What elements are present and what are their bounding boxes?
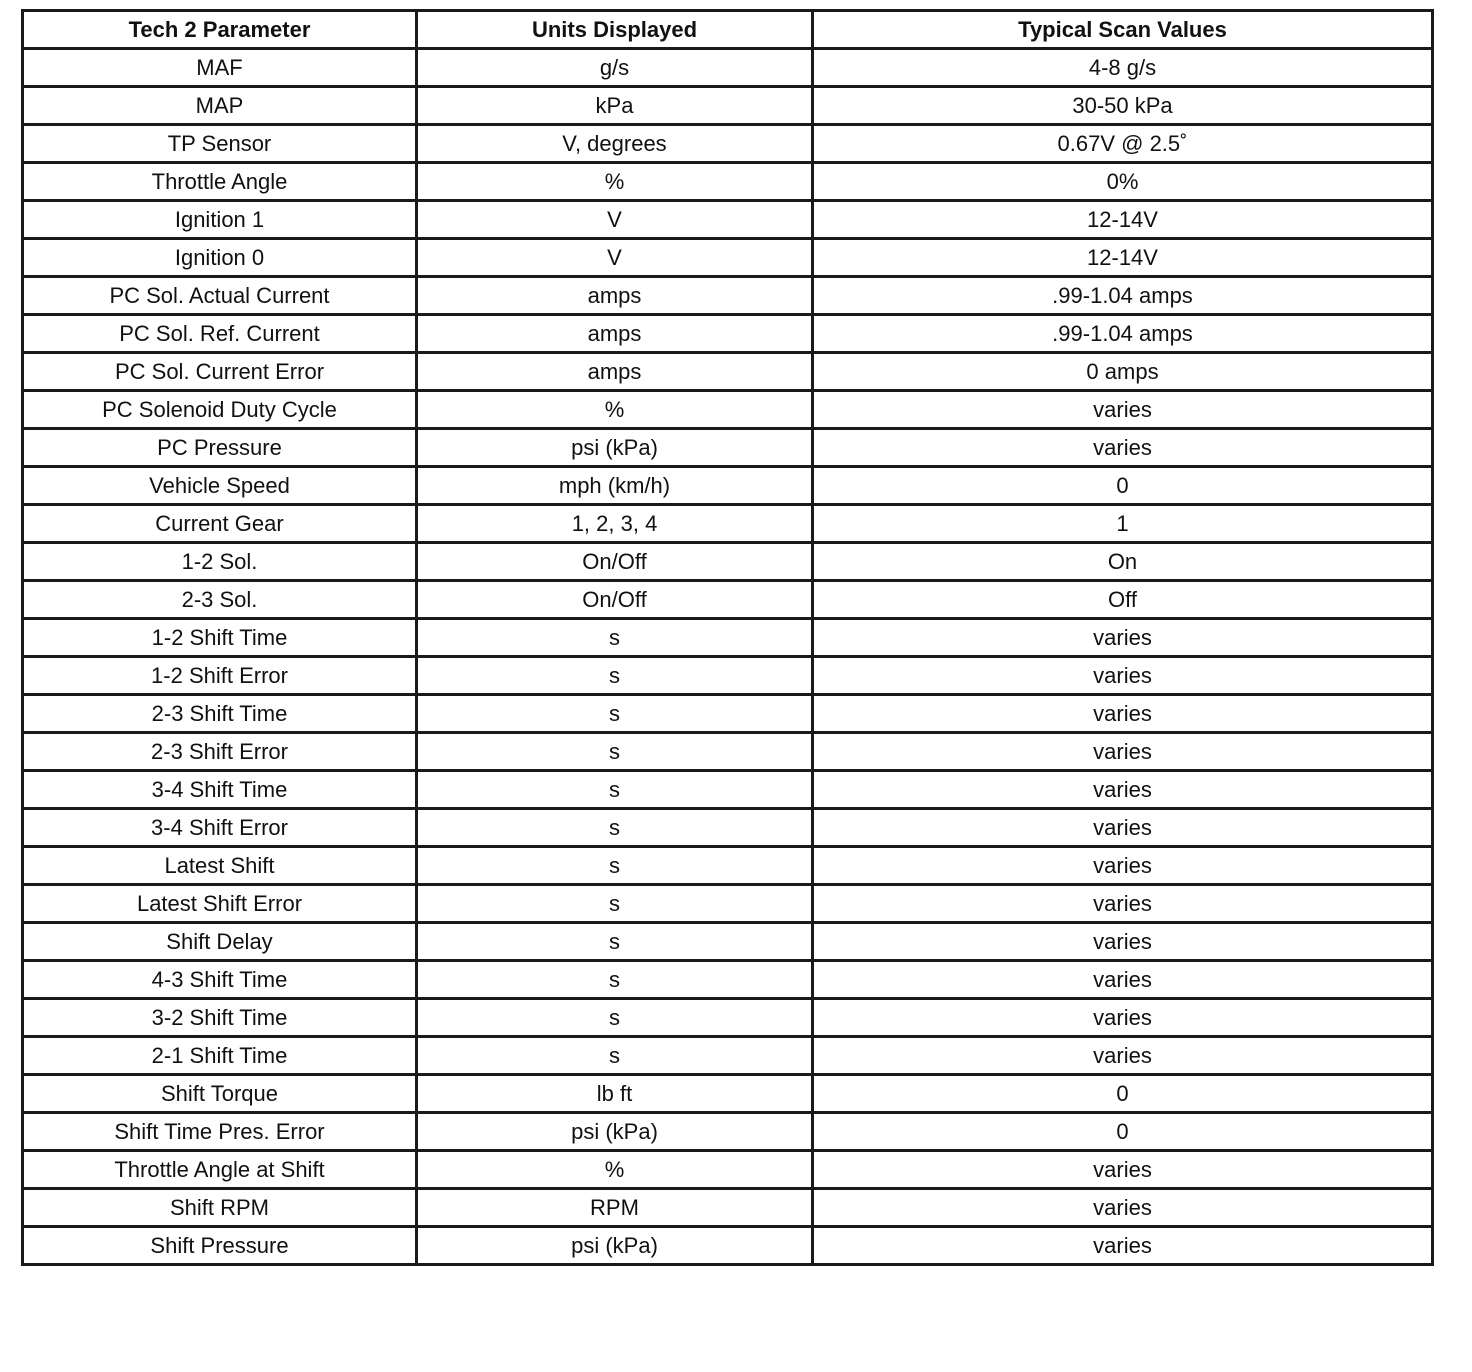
typical-value-cell: 1	[813, 505, 1433, 543]
units-cell: kPa	[417, 87, 813, 125]
typical-value-cell: varies	[813, 809, 1433, 847]
parameter-cell: Vehicle Speed	[23, 467, 417, 505]
units-cell: amps	[417, 277, 813, 315]
typical-value-cell: varies	[813, 429, 1433, 467]
table-row	[23, 391, 1433, 429]
typical-value-cell: varies	[813, 961, 1433, 999]
table-row	[23, 847, 1433, 885]
typical-value-cell: varies	[813, 1151, 1433, 1189]
table-row	[23, 429, 1433, 467]
table-row	[23, 923, 1433, 961]
units-cell: s	[417, 809, 813, 847]
parameter-cell: 1-2 Sol.	[23, 543, 417, 581]
units-cell: mph (km/h)	[417, 467, 813, 505]
table-row	[23, 315, 1433, 353]
table-row	[23, 1189, 1433, 1227]
parameter-cell: 2-3 Shift Time	[23, 695, 417, 733]
table-row	[23, 201, 1433, 239]
parameter-cell: TP Sensor	[23, 125, 417, 163]
units-cell: On/Off	[417, 581, 813, 619]
typical-value-cell: 0 amps	[813, 353, 1433, 391]
typical-value-cell: varies	[813, 1189, 1433, 1227]
parameter-cell: Shift Pressure	[23, 1227, 417, 1265]
units-cell: s	[417, 1037, 813, 1075]
units-cell: V	[417, 201, 813, 239]
table-row	[23, 809, 1433, 847]
parameter-cell: 2-1 Shift Time	[23, 1037, 417, 1075]
units-cell: s	[417, 961, 813, 999]
units-cell: psi (kPa)	[417, 1113, 813, 1151]
parameter-cell: 1-2 Shift Time	[23, 619, 417, 657]
units-cell: s	[417, 847, 813, 885]
typical-value-cell: varies	[813, 391, 1433, 429]
units-cell: amps	[417, 353, 813, 391]
units-cell: psi (kPa)	[417, 429, 813, 467]
units-cell: lb ft	[417, 1075, 813, 1113]
table-row	[23, 277, 1433, 315]
parameter-cell: Shift RPM	[23, 1189, 417, 1227]
units-cell: amps	[417, 315, 813, 353]
table-row	[23, 771, 1433, 809]
parameter-cell: 3-2 Shift Time	[23, 999, 417, 1037]
column-header-units: Units Displayed	[417, 11, 813, 49]
units-cell: %	[417, 1151, 813, 1189]
units-cell: s	[417, 619, 813, 657]
units-cell: V	[417, 239, 813, 277]
parameter-cell: 4-3 Shift Time	[23, 961, 417, 999]
parameter-cell: MAF	[23, 49, 417, 87]
table-row	[23, 1113, 1433, 1151]
table-row	[23, 581, 1433, 619]
typical-value-cell: 30-50 kPa	[813, 87, 1433, 125]
units-cell: s	[417, 885, 813, 923]
typical-value-cell: 0	[813, 467, 1433, 505]
units-cell: %	[417, 163, 813, 201]
table-row	[23, 353, 1433, 391]
parameter-cell: Latest Shift Error	[23, 885, 417, 923]
typical-value-cell: 0.67V @ 2.5˚	[813, 125, 1433, 163]
typical-value-cell: varies	[813, 695, 1433, 733]
units-cell: s	[417, 771, 813, 809]
typical-value-cell: varies	[813, 771, 1433, 809]
scan-values-table	[21, 9, 1434, 1266]
typical-value-cell: Off	[813, 581, 1433, 619]
typical-value-cell: 12-14V	[813, 239, 1433, 277]
typical-value-cell: 0%	[813, 163, 1433, 201]
table-row	[23, 619, 1433, 657]
table-row	[23, 163, 1433, 201]
units-cell: On/Off	[417, 543, 813, 581]
typical-value-cell: varies	[813, 885, 1433, 923]
parameter-cell: 3-4 Shift Time	[23, 771, 417, 809]
units-cell: g/s	[417, 49, 813, 87]
parameter-cell: 1-2 Shift Error	[23, 657, 417, 695]
typical-value-cell: .99-1.04 amps	[813, 277, 1433, 315]
units-cell: 1, 2, 3, 4	[417, 505, 813, 543]
typical-value-cell: On	[813, 543, 1433, 581]
parameter-cell: Ignition 0	[23, 239, 417, 277]
table-row	[23, 239, 1433, 277]
typical-value-cell: 0	[813, 1075, 1433, 1113]
units-cell: s	[417, 657, 813, 695]
typical-value-cell: varies	[813, 619, 1433, 657]
table-row	[23, 467, 1433, 505]
table-row	[23, 543, 1433, 581]
units-cell: psi (kPa)	[417, 1227, 813, 1265]
typical-value-cell: 4-8 g/s	[813, 49, 1433, 87]
table-row	[23, 125, 1433, 163]
table-row	[23, 1151, 1433, 1189]
column-header-parameter: Tech 2 Parameter	[23, 11, 417, 49]
units-cell: s	[417, 923, 813, 961]
typical-value-cell: varies	[813, 733, 1433, 771]
units-cell: s	[417, 733, 813, 771]
table-row	[23, 999, 1433, 1037]
parameter-cell: PC Solenoid Duty Cycle	[23, 391, 417, 429]
table-row	[23, 1075, 1433, 1113]
typical-value-cell: varies	[813, 657, 1433, 695]
parameter-cell: MAP	[23, 87, 417, 125]
parameter-cell: PC Sol. Ref. Current	[23, 315, 417, 353]
units-cell: %	[417, 391, 813, 429]
typical-value-cell: varies	[813, 1037, 1433, 1075]
parameter-cell: PC Sol. Current Error	[23, 353, 417, 391]
parameter-cell: Latest Shift	[23, 847, 417, 885]
typical-value-cell: varies	[813, 847, 1433, 885]
table-row	[23, 1227, 1433, 1265]
parameter-cell: 3-4 Shift Error	[23, 809, 417, 847]
typical-value-cell: 0	[813, 1113, 1433, 1151]
table-row	[23, 505, 1433, 543]
table-row	[23, 695, 1433, 733]
parameter-cell: Throttle Angle at Shift	[23, 1151, 417, 1189]
table-row	[23, 733, 1433, 771]
parameter-cell: Shift Time Pres. Error	[23, 1113, 417, 1151]
parameter-cell: Current Gear	[23, 505, 417, 543]
table-row	[23, 961, 1433, 999]
parameter-cell: Throttle Angle	[23, 163, 417, 201]
parameter-cell: Shift Torque	[23, 1075, 417, 1113]
parameter-cell: Shift Delay	[23, 923, 417, 961]
parameter-cell: 2-3 Sol.	[23, 581, 417, 619]
parameter-cell: Ignition 1	[23, 201, 417, 239]
table-body	[23, 49, 1433, 1265]
typical-value-cell: 12-14V	[813, 201, 1433, 239]
table-row	[23, 657, 1433, 695]
column-header-typical-values: Typical Scan Values	[813, 11, 1433, 49]
parameter-cell: PC Pressure	[23, 429, 417, 467]
table-row	[23, 1037, 1433, 1075]
table-row	[23, 49, 1433, 87]
units-cell: s	[417, 999, 813, 1037]
typical-value-cell: varies	[813, 923, 1433, 961]
units-cell: RPM	[417, 1189, 813, 1227]
typical-value-cell: varies	[813, 1227, 1433, 1265]
table-row	[23, 87, 1433, 125]
parameter-cell: PC Sol. Actual Current	[23, 277, 417, 315]
units-cell: V, degrees	[417, 125, 813, 163]
table-header-row	[23, 11, 1433, 49]
units-cell: s	[417, 695, 813, 733]
typical-value-cell: varies	[813, 999, 1433, 1037]
typical-value-cell: .99-1.04 amps	[813, 315, 1433, 353]
table-row	[23, 885, 1433, 923]
parameter-cell: 2-3 Shift Error	[23, 733, 417, 771]
